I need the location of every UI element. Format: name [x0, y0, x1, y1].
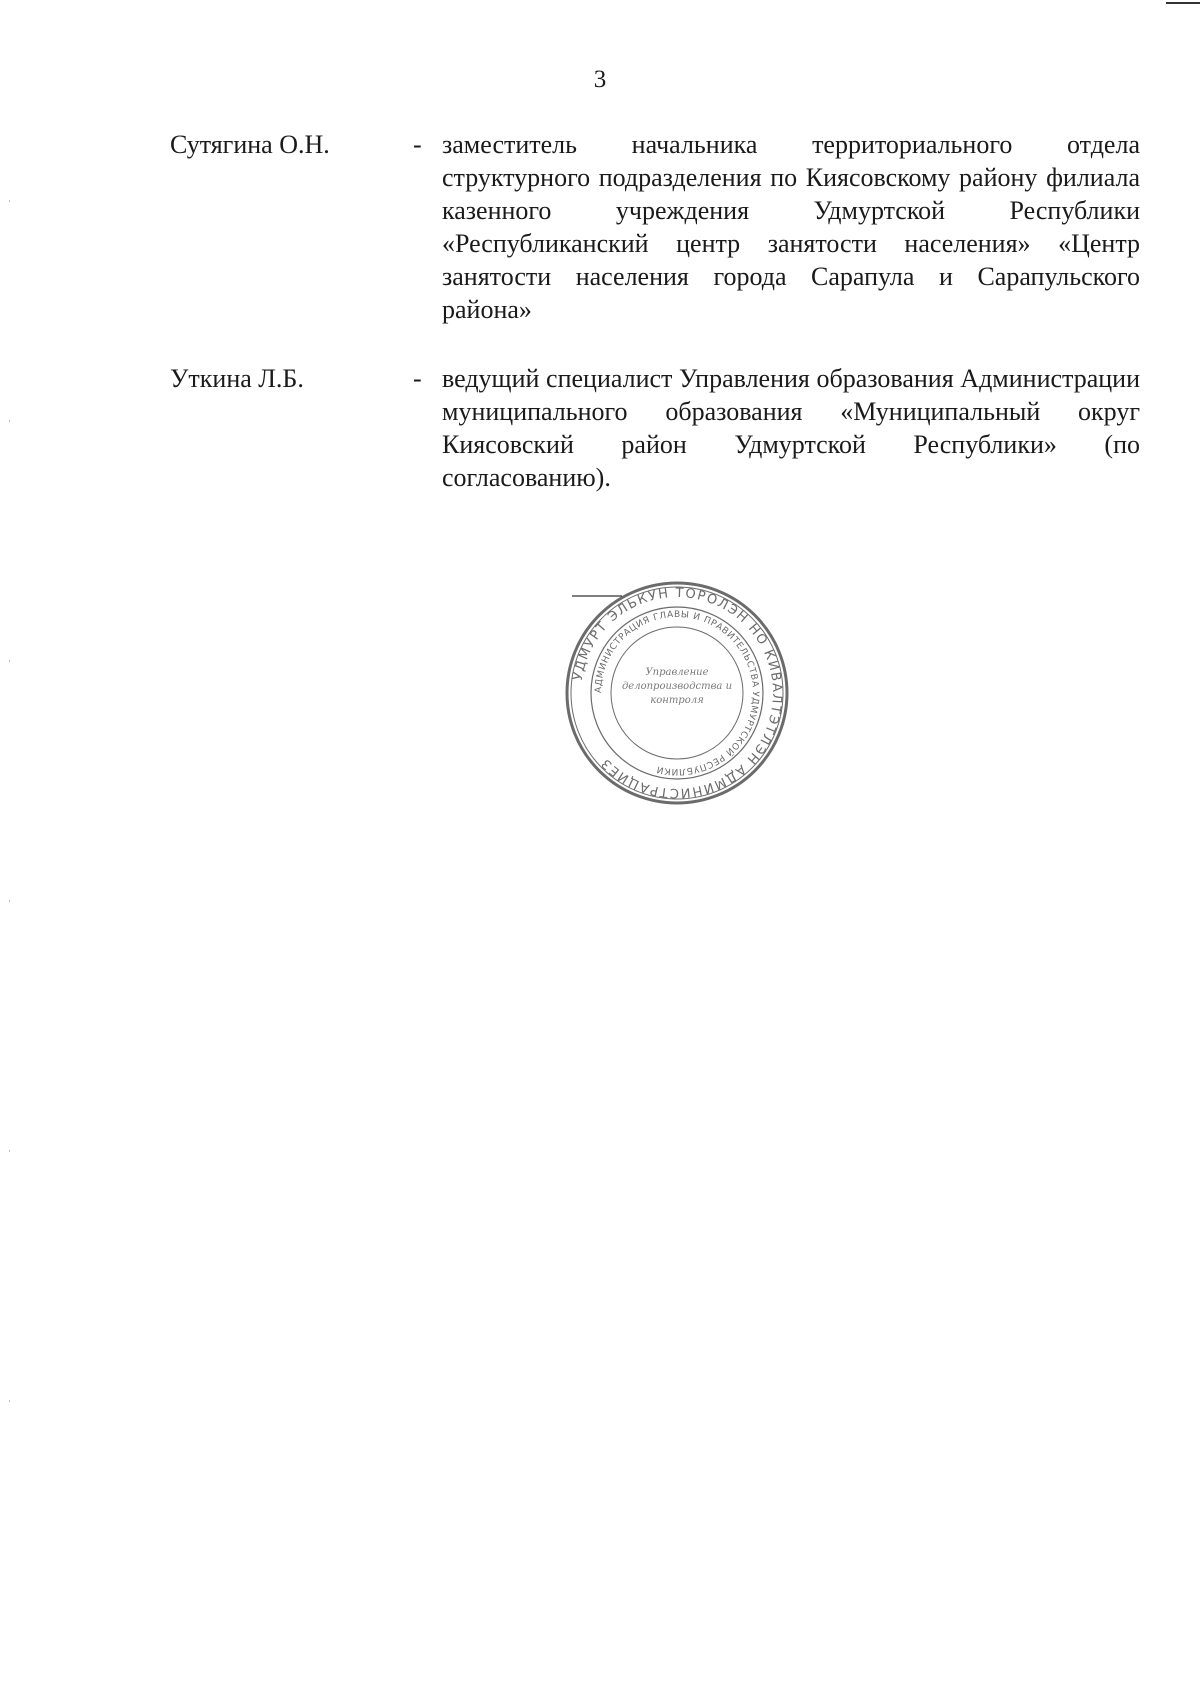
- member-dash: -: [413, 130, 422, 159]
- member-name: Сутягина О.Н.: [170, 130, 330, 159]
- official-seal-stamp: [562, 578, 792, 808]
- member-name: Уткина Л.Б.: [170, 364, 304, 393]
- member-entry: [170, 362, 1140, 494]
- scan-edge-mark: [1166, 2, 1200, 4]
- commission-member-list: [170, 128, 1140, 530]
- member-position: заместитель начальника территориального отдела структурного подразделения по Киясовскому району филиала казенного учреждения Удмуртской Республики «Республиканский центр занятости населения» «Центр занятости населения города Сарапула и Сарапульского района»: [442, 130, 1140, 324]
- seal-outer-text: УДМУРТ ЭЛЬКУН ТОРОЛЭН НО КИВАЛТЭТЛЭН АДМИНИСТРАЦИЕЗ: [570, 585, 785, 801]
- member-dash: -: [413, 364, 422, 393]
- member-position: ведущий специалист Управления образования Администрации муниципального образования «Муниципальный округ Киясовский район Удмуртской Республики» (по согласованию).: [442, 364, 1140, 492]
- seal-center-text: Управление делопроизводства и контроля: [621, 667, 733, 706]
- seal-inner-text: АДМИНИСТРАЦИЯ ГЛАВЫ И ПРАВИТЕЛЬСТВА УДМУРТСКОЙ РЕСПУБЛИКИ: [593, 609, 761, 777]
- scan-edge-specks: [8, 0, 12, 1686]
- page-number: 3: [593, 66, 607, 93]
- member-entry: [170, 128, 1140, 326]
